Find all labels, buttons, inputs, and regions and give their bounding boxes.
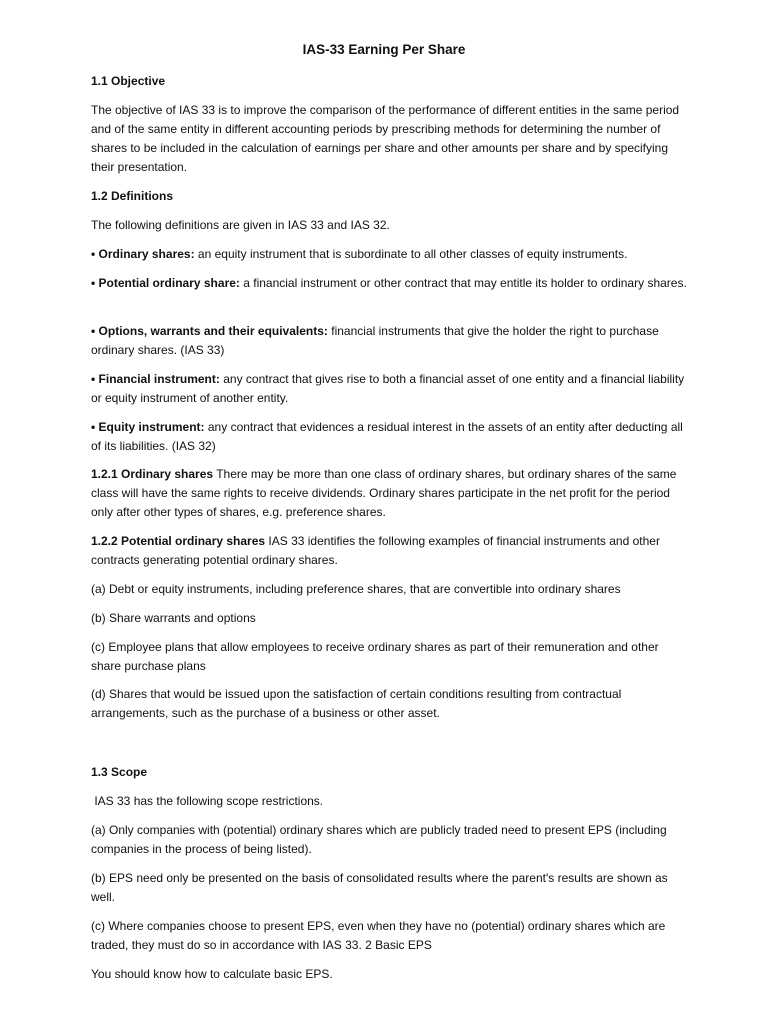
list-item: (a) Debt or equity instruments, including preference shares, that are convertible into ordinary shares: [91, 582, 621, 596]
subsection-potential-ordinary-shares: [91, 532, 691, 570]
page-title: IAS-33 Earning Per Share: [302, 42, 466, 57]
definition-ordinary-shares: [91, 245, 691, 264]
list-item: (a) Only companies with (potential) ordinary shares which are publicly traded need to present EPS (including companies in the process of being listed).: [91, 823, 667, 856]
definition-financial-instrument: [91, 370, 691, 408]
definition-text: any contract that evidences a residual interest in the assets of an entity after deducting all of its liabilities. (IAS 32): [91, 420, 683, 453]
heading-objective: 1.1 Objective: [91, 74, 166, 88]
definition-term: • Financial instrument:: [91, 372, 220, 386]
heading-scope: 1.3 Scope: [91, 765, 148, 779]
list-item: (b) Share warrants and options: [91, 611, 256, 625]
list-item: (c) Employee plans that allow employees to receive ordinary shares as part of their remuneration and other share purchase plans: [91, 640, 659, 673]
list-item: (d) Shares that would be issued upon the satisfaction of certain conditions resulting from contractual arrangements, such as the purchase of a business or other asset.: [91, 687, 622, 720]
list-item: (b) EPS need only be presented on the basis of consolidated results where the parent's results are shown as well.: [91, 871, 668, 904]
subsection-term: 1.2.2 Potential ordinary shares: [91, 534, 266, 548]
definition-text: an equity instrument that is subordinate to all other classes of equity instruments.: [194, 247, 628, 261]
definition-equity-instrument: [91, 418, 691, 456]
subsection-text: There may be more than one class of ordinary shares, but ordinary shares of the same class will have the same rights to receive dividends. Ordinary shares participate in the net profit for the period only after other types of shares, e.g. preference shares.: [91, 467, 677, 519]
definition-term: • Equity instrument:: [91, 420, 205, 434]
heading-definitions: 1.2 Definitions: [91, 189, 174, 203]
subsection-term: 1.2.1 Ordinary shares: [91, 467, 214, 481]
closing-sentence: You should know how to calculate basic EPS.: [91, 967, 333, 981]
definitions-intro: The following definitions are given in IAS 33 and IAS 32.: [91, 218, 390, 232]
definition-term: • Ordinary shares:: [91, 247, 195, 261]
definition-term: • Options, warrants and their equivalents:: [91, 324, 328, 338]
scope-intro: IAS 33 has the following scope restrictions.: [91, 794, 324, 808]
definition-text: any contract that gives rise to both a financial asset of one entity and a financial liability or equity instrument of another entity.: [91, 372, 685, 405]
subsection-text: IAS 33 identifies the following examples of financial instruments and other contracts generating potential ordinary shares.: [91, 534, 660, 567]
definition-term: • Potential ordinary share:: [91, 276, 240, 290]
definition-potential-ordinary-share: [91, 274, 691, 293]
objective-paragraph: The objective of IAS 33 is to improve the comparison of the performance of different entities in the same period and of the same entity in different accounting periods by prescribing methods for determining the number of shares to be included in the calculation of earnings per share and other amounts per share and by specifying their presentation.: [91, 103, 680, 174]
subsection-ordinary-shares: [91, 465, 691, 522]
definition-options-warrants: [91, 322, 691, 360]
list-item: (c) Where companies choose to present EPS, even when they have no (potential) ordinary shares which are traded, they must do so in accordance with IAS 33. 2 Basic EPS: [91, 919, 666, 952]
definition-text: financial instruments that give the holder the right to purchase ordinary shares. (IAS 33): [91, 324, 659, 357]
definition-text: a financial instrument or other contract that may entitle its holder to ordinary shares.: [239, 276, 687, 290]
